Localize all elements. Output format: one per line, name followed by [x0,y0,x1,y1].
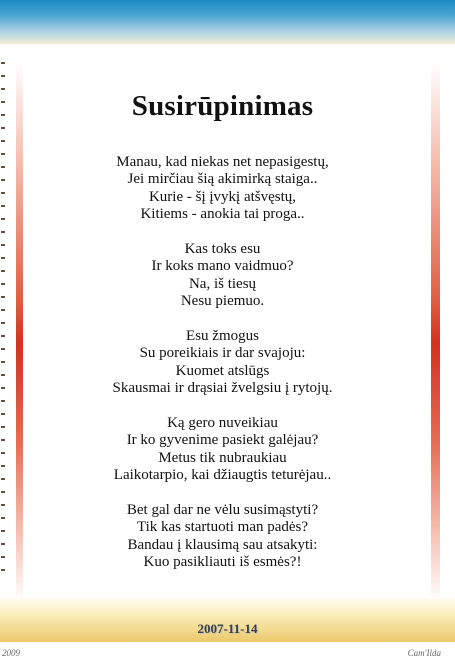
poem-line: Su poreikiais ir dar svajoju: [139,345,306,362]
margin-mark [1,361,5,363]
stanza-4 [24,415,421,485]
margin-mark [1,556,5,558]
poem-date: 2007-11-14 [197,621,258,636]
margin-mark [1,101,5,103]
margin-mark [1,478,5,480]
margin-mark [1,504,5,506]
margin-mark [1,166,5,168]
margin-mark [1,179,5,181]
margin-mark [1,309,5,311]
margin-mark [1,270,5,272]
top-header-band [0,0,455,44]
poem-line: Bet gal dar ne vėlu susimąstyti? [126,502,319,519]
margin-mark [1,439,5,441]
poem-line: Jei mirčiau šią akimirką staiga.. [127,171,318,188]
margin-mark [1,153,5,155]
margin-mark [1,543,5,545]
margin-mark [1,387,5,389]
margin-mark [1,335,5,337]
margin-mark [1,205,5,207]
stanza-2 [24,241,421,311]
margin-mark [1,127,5,129]
margin-mark [1,348,5,350]
margin-mark [1,244,5,246]
poem-line: Metus tik nubraukiau [158,449,287,466]
margin-mark [1,231,5,233]
poem-line: Kas toks esu [184,241,261,258]
stanza-1 [24,154,421,224]
margin-mark [1,283,5,285]
poem-line: Bandau į klausimą sau atsakyti: [127,536,318,553]
margin-mark [1,192,5,194]
margin-mark [1,569,5,571]
stanza-3 [24,328,421,398]
margin-mark [1,491,5,493]
margin-mark [1,413,5,415]
margin-mark [1,322,5,324]
margin-mark [1,257,5,259]
poem-line: Ir ko gyvenime pasiekt galėjau? [126,432,319,449]
left-margin-marks [0,58,8,588]
poem-line: Na, iš tiesų [188,275,257,292]
margin-mark [1,140,5,142]
poem-line: Nesu piemuo. [180,293,265,310]
margin-mark [1,517,5,519]
margin-mark [1,530,5,532]
poem-line: Kuomet atslūgs [175,362,270,379]
poem-line: Esu žmogus [186,328,259,345]
poem [24,88,421,589]
poem-line: Kurie - šį įvykį atšvęstų, [148,188,297,205]
margin-mark [1,374,5,376]
margin-mark [1,296,5,298]
poem-line: Kuo pasikliauti iš esmės?! [143,554,302,571]
footer-strip [0,642,455,660]
margin-mark [1,88,5,90]
margin-mark [1,465,5,467]
margin-mark [1,75,5,77]
margin-mark [1,400,5,402]
poem-line: Kitiems - anokia tai proga.. [140,206,305,223]
poem-line: Laikotarpio, kai džiaugtis teturėjau.. [113,467,332,484]
right-decorative-bar [431,62,440,602]
margin-mark [1,426,5,428]
margin-mark [1,452,5,454]
stanza-5 [24,502,421,572]
poem-line: Manau, kad niekas net nepasigestų, [116,154,329,170]
margin-mark [1,62,5,64]
footer-year: 2009 [2,648,20,658]
poem-line: Tik kas startuoti man padės? [136,519,309,536]
margin-mark [1,114,5,116]
poem-title: Susirūpinimas [131,90,314,122]
left-decorative-bar [16,62,23,602]
poem-line: Skausmai ir drąsiai žvelgsiu į rytojų. [112,380,333,397]
margin-mark [1,218,5,220]
author-signature: Cam'Ilda [407,648,441,658]
poem-line: Ir koks mano vaidmuo? [151,258,294,275]
poem-line: Ką gero nuveikiau [167,415,278,432]
